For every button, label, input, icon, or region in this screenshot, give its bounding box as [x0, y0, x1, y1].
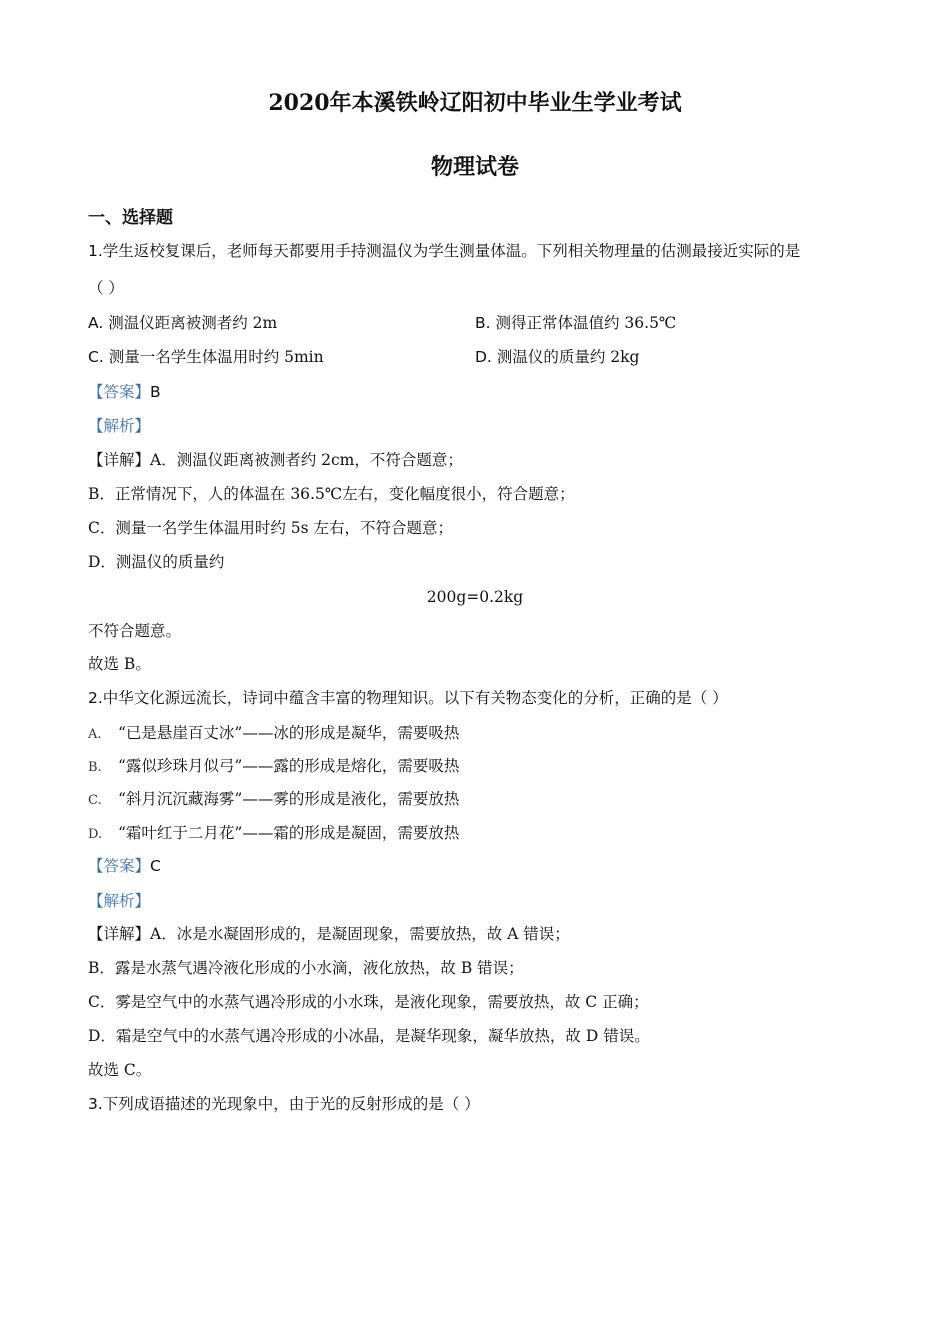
q2-detail-a-text: A．冰是水凝固形成的，是凝固现象，需要放热，故 A 错误；: [150, 925, 570, 943]
q2-option-d-text: “霜叶红于二月花”——霜的形成是凝固，需要放热: [118, 824, 460, 842]
q3-number: 3.: [88, 1095, 103, 1113]
q1-detail-a-text: A．测温仪距离被测者约 2cm，不符合题意；: [150, 451, 463, 469]
q1-detail-d-end: 不符合题意。: [88, 622, 182, 640]
q1-option-c-text: 测量一名学生体温用时约 5min: [108, 348, 324, 366]
q2-conclusion: 故选 C。: [88, 1061, 152, 1079]
q1-detail-tag: 【详解】: [88, 451, 151, 469]
q1-option-a: [88, 313, 277, 333]
q1-stem-text: 学生返校复课后，老师每天都要用手持测温仪为学生测量体温。下列相关物理量的估测最接近实际的是: [102, 242, 801, 260]
q1-option-a-letter: A.: [88, 314, 104, 332]
section-heading: 一、选择题: [88, 208, 173, 228]
q2-option-c: [88, 789, 459, 811]
q1-stem-blank: （ ）: [88, 279, 124, 297]
q1-option-c: [88, 347, 324, 367]
q2-option-b-text: “露似珍珠月似弓”——露的形成是熔化，需要吸热: [118, 757, 460, 775]
q2-option-c-text: “斜月沉沉藏海雾”——雾的形成是液化，需要放热: [118, 790, 460, 808]
q1-formula: 200g=0.2kg: [426, 588, 524, 606]
q1-detail-d: D．测温仪的质量约: [88, 553, 225, 571]
q1-option-c-letter: C.: [88, 348, 104, 366]
q1-stem: [88, 241, 800, 261]
q1-detail-a: [88, 450, 463, 470]
q1-conclusion: 故选 B。: [88, 655, 151, 673]
q2-answer-tag: 【答案】: [88, 857, 151, 875]
q1-answer-tag: 【答案】: [88, 383, 151, 401]
q2-detail-d: D．霜是空气中的水蒸气遇冷形成的小冰晶，是凝华现象，凝华放热，故 D 错误。: [88, 1027, 650, 1045]
q2-option-a: [88, 723, 459, 745]
q1-option-b: [475, 313, 676, 333]
q1-answer-value: B: [150, 383, 161, 401]
exam-subtitle: 物理试卷: [430, 154, 519, 180]
q2-detail-tag: 【详解】: [88, 925, 151, 943]
q2-detail-c: C．雾是空气中的水蒸气遇冷形成的小水珠，是液化现象，需要放热，故 C 正确；: [88, 993, 649, 1011]
exam-title: 2020年本溪铁岭辽阳初中毕业生学业考试: [268, 90, 682, 116]
q1-option-b-letter: B.: [475, 314, 491, 332]
q1-detail-b: B．正常情况下，人的体温在 36.5℃左右，变化幅度很小，符合题意；: [88, 485, 575, 503]
q2-option-b-letter: B.: [88, 760, 102, 775]
q2-option-a-letter: A.: [88, 727, 102, 742]
q3-stem: [88, 1094, 480, 1114]
q2-stem-text: 中华文化源远流长，诗词中蕴含丰富的物理知识。以下有关物态变化的分析，正确的是（ ）: [102, 689, 728, 707]
q2-detail-a: [88, 924, 570, 944]
q2-option-d: [88, 823, 459, 845]
q2-detail-b: B．露是水蒸气遇冷液化形成的小水滴，液化放热，故 B 错误；: [88, 959, 524, 977]
q2-stem: [88, 688, 728, 708]
q2-option-d-letter: D.: [88, 827, 103, 842]
q1-option-d-letter: D.: [475, 348, 492, 366]
q2-answer: [88, 856, 161, 876]
q2-option-c-letter: C.: [88, 793, 102, 808]
q1-analysis-tag: 【解析】: [88, 417, 151, 435]
q1-number: 1.: [88, 242, 103, 260]
q1-option-a-text: 测温仪距离被测者约 2m: [108, 314, 278, 332]
q1-option-b-text: 测得正常体温值约 36.5℃: [495, 314, 677, 332]
q1-option-d: [475, 347, 639, 367]
q3-stem-text: 下列成语描述的光现象中，由于光的反射形成的是（ ）: [102, 1095, 480, 1113]
q2-option-b: [88, 756, 459, 778]
q2-number: 2.: [88, 689, 103, 707]
q2-option-a-text: “已是悬崖百丈冰”——冰的形成是凝华，需要吸热: [118, 724, 460, 742]
q1-option-d-text: 测温仪的质量约 2kg: [496, 348, 640, 366]
q2-answer-value: C: [150, 857, 161, 875]
q1-answer: [88, 382, 161, 402]
q2-analysis-tag: 【解析】: [88, 892, 151, 910]
q1-detail-c: C．测量一名学生体温用时约 5s 左右，不符合题意；: [88, 519, 454, 537]
